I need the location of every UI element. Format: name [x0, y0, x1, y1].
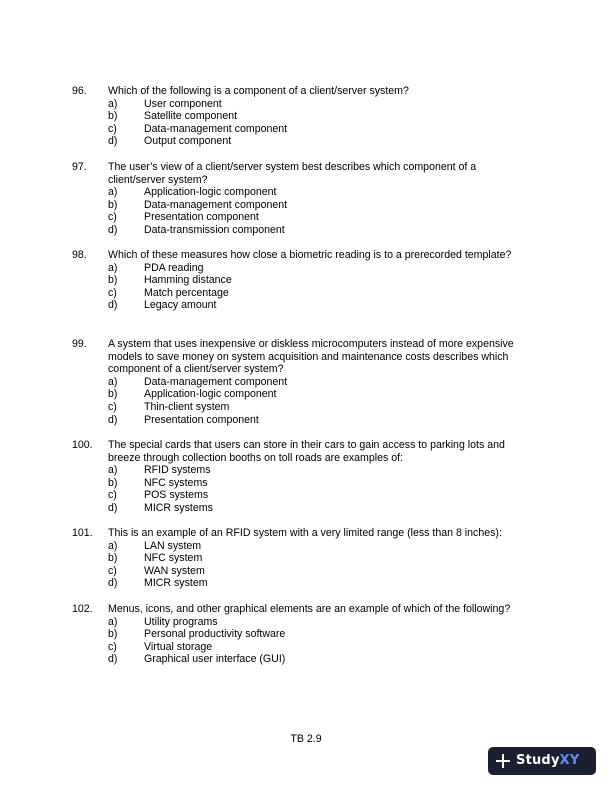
answer-option	[108, 376, 532, 389]
option-text: Application-logic component	[144, 388, 277, 401]
answer-option	[108, 565, 532, 578]
option-text: Hamming distance	[144, 274, 232, 287]
option-letter: d)	[108, 501, 118, 514]
option-letter: c)	[108, 400, 117, 413]
page-footer: TB 2.9	[290, 733, 322, 745]
question-text: A system that uses inexpensive or diskless microcomputers instead of more expensive models to save money on system acquisition and maintenance costs describes which component of a client/server system?	[108, 338, 514, 376]
answer-option	[108, 414, 532, 427]
option-letter: c)	[108, 640, 117, 653]
option-letter: c)	[108, 286, 117, 299]
option-text: Satellite component	[144, 110, 238, 123]
question-number: 98.	[72, 249, 87, 261]
answer-option	[108, 540, 532, 553]
option-text: User component	[144, 97, 222, 110]
question-header	[72, 249, 532, 262]
answer-option	[108, 110, 532, 123]
option-letter: c)	[108, 564, 117, 577]
answer-options	[108, 98, 532, 148]
option-letter: c)	[108, 211, 117, 224]
option-text: Thin-client system	[144, 400, 230, 413]
question-3	[72, 338, 532, 426]
question-header	[72, 85, 532, 98]
answer-options	[108, 540, 532, 590]
option-text: Presentation component	[144, 211, 259, 224]
option-letter: d)	[108, 223, 118, 236]
question-number: 97.	[72, 161, 87, 173]
option-text: PDA reading	[144, 261, 204, 274]
option-letter: d)	[108, 577, 118, 590]
option-text: RFID systems	[144, 464, 211, 477]
answer-option	[108, 274, 532, 287]
option-letter: d)	[108, 135, 118, 148]
question-2	[72, 249, 532, 312]
brand-accent: XY	[559, 752, 580, 768]
option-text: Presentation component	[144, 413, 259, 426]
option-letter: a)	[108, 464, 118, 477]
option-text: NFC system	[144, 552, 203, 565]
option-text: POS systems	[144, 489, 209, 502]
answer-options	[108, 464, 532, 514]
brand-logo-text	[516, 752, 580, 768]
answer-option	[108, 388, 532, 401]
answer-option	[108, 653, 532, 666]
answer-option	[108, 616, 532, 629]
question-number: 102.	[72, 603, 93, 615]
question-5	[72, 527, 532, 590]
answer-options	[108, 186, 532, 236]
option-letter: c)	[108, 489, 117, 502]
question-header	[72, 439, 532, 464]
question-text: Which of these measures how close a biometric reading is to a prerecorded template?	[108, 249, 512, 261]
question-number: 101.	[72, 527, 93, 539]
plus-icon	[496, 754, 510, 768]
question-header	[72, 161, 532, 186]
question-header	[72, 338, 532, 376]
option-text: Legacy amount	[144, 299, 217, 312]
option-letter: a)	[108, 186, 118, 199]
question-text: The user’s view of a client/server system best describes which component of a client/server system?	[108, 161, 477, 186]
question-number: 100.	[72, 439, 93, 451]
option-letter: c)	[108, 122, 117, 135]
option-text: Data-transmission component	[144, 223, 285, 236]
answer-option	[108, 224, 532, 237]
option-text: Data-management component	[144, 375, 288, 388]
question-number: 99.	[72, 338, 87, 350]
option-text: Application-logic component	[144, 186, 277, 199]
answer-option	[108, 502, 532, 515]
question-text: Which of the following is a component of a client/server system?	[108, 85, 409, 97]
option-letter: b)	[108, 628, 118, 641]
option-letter: b)	[108, 274, 118, 287]
answer-option	[108, 299, 532, 312]
answer-option	[108, 135, 532, 148]
question-header	[72, 603, 532, 616]
option-text: Data-management component	[144, 122, 288, 135]
answer-option	[108, 489, 532, 502]
option-letter: d)	[108, 653, 118, 666]
question-6	[72, 603, 532, 666]
question-0	[72, 85, 532, 148]
option-letter: d)	[108, 413, 118, 426]
answer-option	[108, 98, 532, 111]
option-text: NFC systems	[144, 476, 208, 489]
answer-option	[108, 641, 532, 654]
brand-main: Study	[516, 752, 560, 768]
option-letter: a)	[108, 615, 118, 628]
option-text: Data-management component	[144, 198, 288, 211]
option-letter: a)	[108, 539, 118, 552]
option-letter: b)	[108, 552, 118, 565]
question-header	[72, 527, 532, 540]
option-letter: a)	[108, 375, 118, 388]
option-letter: b)	[108, 476, 118, 489]
option-text: Virtual storage	[144, 640, 213, 653]
option-text: Graphical user interface (GUI)	[144, 653, 286, 666]
question-text: Menus, icons, and other graphical elements are an example of which of the following?	[108, 603, 511, 615]
option-letter: b)	[108, 110, 118, 123]
answer-option	[108, 287, 532, 300]
option-text: WAN system	[144, 564, 205, 577]
option-text: LAN system	[144, 539, 202, 552]
answer-option	[108, 464, 532, 477]
question-text: The special cards that users can store in their cars to gain access to parking lots and breeze through collection booths on toll roads are examples of:	[108, 439, 505, 464]
option-letter: b)	[108, 198, 118, 211]
answer-option	[108, 199, 532, 212]
answer-option	[108, 577, 532, 590]
answer-options	[108, 376, 532, 426]
option-text: MICR systems	[144, 501, 213, 514]
studyxy-badge[interactable]	[488, 747, 596, 775]
option-letter: a)	[108, 97, 118, 110]
option-text: Utility programs	[144, 615, 218, 628]
answer-option	[108, 123, 532, 136]
answer-option	[108, 401, 532, 414]
option-text: Personal productivity software	[144, 628, 286, 641]
answer-option	[108, 477, 532, 490]
answer-option	[108, 628, 532, 641]
question-1	[72, 161, 532, 237]
option-letter: b)	[108, 388, 118, 401]
answer-option	[108, 262, 532, 275]
question-number: 96.	[72, 85, 87, 97]
answer-option	[108, 552, 532, 565]
option-letter: d)	[108, 299, 118, 312]
question-text: This is an example of an RFID system with a very limited range (less than 8 inches):	[108, 527, 502, 539]
answer-option	[108, 211, 532, 224]
answer-options	[108, 262, 532, 312]
answer-option	[108, 186, 532, 199]
option-text: MICR system	[144, 577, 208, 590]
question-4	[72, 439, 532, 515]
option-text: Output component	[144, 135, 232, 148]
option-text: Match percentage	[144, 286, 229, 299]
option-letter: a)	[108, 261, 118, 274]
answer-options	[108, 616, 532, 666]
